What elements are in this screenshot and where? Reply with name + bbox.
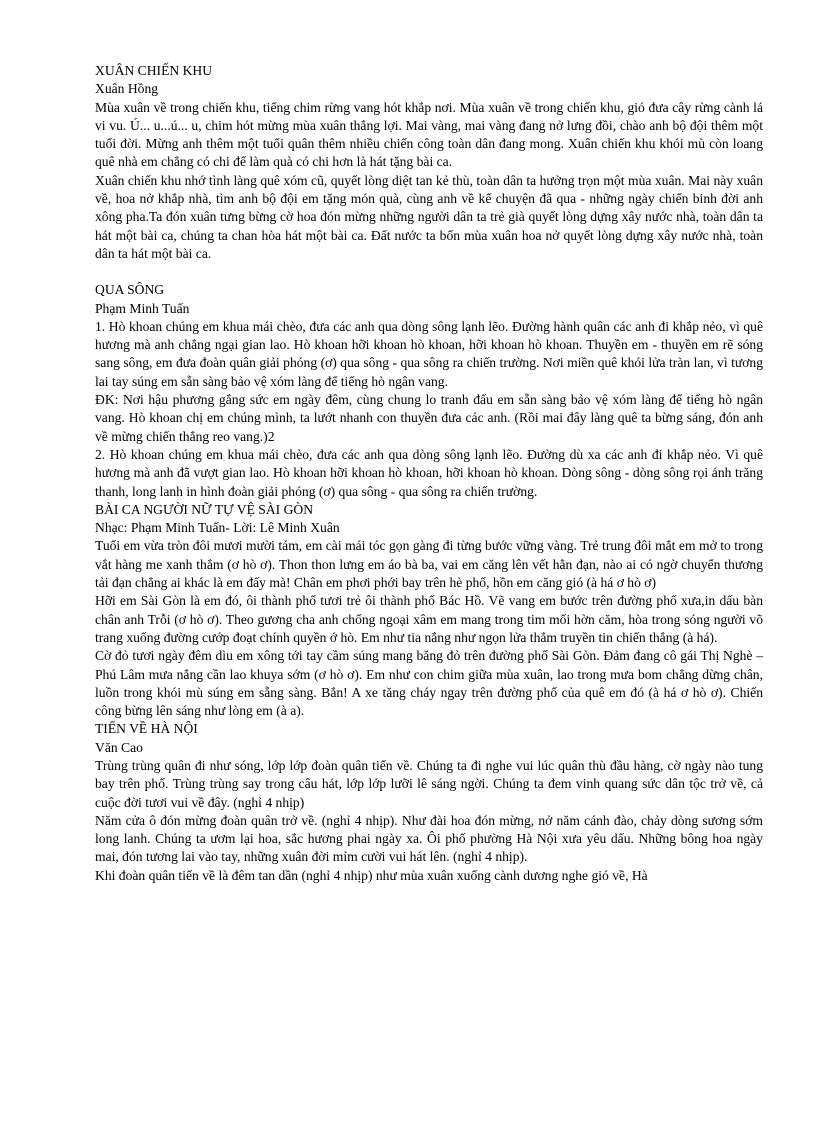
lyrics-paragraph: 1. Hò khoan chúng em khua mái chèo, đưa các anh qua dòng sông lạnh lẽo. Đường hành quân các anh đi khắp nẻo, vì quê hương mà anh chẳng ngại gian lao. Hò khoan hỡi khoan hò khoan, hỡi khoan hò khoan. Thuyền em - thuyền em rẽ sóng sang sông, em đưa đoàn quân giải phóng (ơ) qua sông - qua sông ra chiến trường. Nơi miền quê khói lửa tràn lan, vì tương lai tay súng em sẵn sàng bảo vệ xóm làng để tiếng hò ngân vang. xyxy=(95,318,763,389)
song-section xyxy=(95,281,763,501)
song-author: Xuân Hồng xyxy=(95,81,159,97)
song-title: BÀI CA NGƯỜI NỮ TỰ VỆ SÀI GÒN xyxy=(95,501,314,517)
lyrics-paragraph: Năm cửa ô đón mừng đoàn quân trở về. (nghỉ 4 nhịp). Như đài hoa đón mừng, nở năm cánh đào, chảy dòng sương sớm long lanh. Chúng ta ươm lại hoa, sắc hương phai ngày xa. Ôi phố phường Hà Nội xưa yêu dấu. Những bông hoa ngày mai, đón tương lai vào tay, những xuân đời mỉm cười vui hát lên. (nghỉ 4 nhịp). xyxy=(95,812,763,865)
lyrics-paragraph: Khi đoàn quân tiến về là đêm tan dần (nghỉ 4 nhịp) như mùa xuân xuống cành dương nghe gió về, Hà xyxy=(95,867,648,883)
song-author: Nhạc: Phạm Minh Tuấn- Lời: Lê Minh Xuân xyxy=(95,520,340,536)
lyrics-chorus: ĐK: Nơi hậu phương gắng sức em ngày đêm, cùng chung lo tranh đấu em sẵn sàng bảo vệ xóm làng để tiếng hò ngân vang. Hò khoan chị em chúng mình, ta lướt nhanh con thuyền đưa các anh. (Rồi mai đây làng quê ta bừng sáng, đón anh về mừng chiến thắng reo vang.)2 xyxy=(95,392,763,444)
song-title: XUÂN CHIẾN KHU xyxy=(95,63,213,78)
song-section xyxy=(95,501,763,721)
song-title: QUA SÔNG xyxy=(95,282,165,298)
lyrics-paragraph: Xuân chiến khu nhớ tình làng quê xóm cũ, quyết lòng diệt tan kẻ thù, toàn dân ta hưởng trọn một mùa xuân. Mai này xuân về, hoa nở khắp nhà, tìm anh bộ đội em tặng món quà, cùng anh về kể chuyện đã qua - những ngày chiến binh đời anh xông pha.Ta đón xuân tưng bừng cờ hoa đón mừng những người dân ta trẻ già quyết lòng dựng xây nước nhà, toàn dân ta hát một bài ca, chúng ta chan hòa hát một bài ca. Đất nước ta bốn mùa xuân hoa nở quyết lòng dựng xây nước nhà, toàn dân ta hát một bài ca. xyxy=(95,172,763,261)
lyrics-paragraph: Cờ đỏ tươi ngày đêm dìu em xông tới tay cầm súng mang băng đỏ trên đường phố Sài Gòn. Đảm đang cô gái Thị Nghè – Phú Lâm mưa nắng cần lao khuya sớm (ơ hò ơ). Em như con chim giữa mùa xuân, lao trong mưa bom chẳng dừng chân, luồn trong khói mù súng em sẵng sàng. Bắn! A xe tăng cháy ngay trên đường phố của quê em đó (à há ơ hò ơ). Chiến công bừng lên sáng như lòng em (à a). xyxy=(95,648,763,719)
lyrics-paragraph: 2. Hò khoan chúng em khua mái chèo, đưa các anh qua dòng sông lạnh lẽo. Đường dù xa các anh đi khắp nẻo. Vì quê hương mà anh đã vượt gian lao. Hò khoan hỡi khoan hò khoan, hỡi khoan hò khoan. Dòng sông - dòng sông rọi ánh trăng thanh, long lanh in hình đoàn giải phóng (ơ) qua sông - qua sông ra chiến trường. xyxy=(95,446,763,499)
document-page xyxy=(95,62,763,885)
song-author: Văn Cao xyxy=(95,739,143,755)
lyrics-paragraph: Tuổi em vừa tròn đôi mươi mười tám, em cài mái tóc gọn gàng đi từng bước vững vàng. Trẻ trung đôi mắt em mở to trong vắt hàng me xanh thắm (ơ hò ơ). Thon thon lưng em áo bà ba, vai em căng lên vết hằn đạn, nào ai có ngờ chuyển thương tải đạn chẳng ai khác là em đấy mà! Chân em phơi phới bay trên hè phố, hồn em căng gió (à há ơ hò ơ) xyxy=(95,538,763,591)
song-section xyxy=(95,62,763,263)
song-title: TIẾN VỀ HÀ NỘI xyxy=(95,721,198,737)
song-section xyxy=(95,720,763,885)
lyrics-paragraph: Mùa xuân về trong chiến khu, tiếng chim rừng vang hót khắp nơi. Mùa xuân về trong chiến khu, gió đưa cây rừng cành lá vi vu. Ú... u...ú... u, chim hót mừng mùa xuân thắng lợi. Mai vàng, mai vàng đang nở lưng đồi, chào anh bộ đội thêm một tuổi đời. Mừng anh thêm một tuổi quân thêm nhiều chiến công toàn dân đang mong. Xuân chiến khu khói mù còn loang quê nhà em chẳng có chi để làm quà có chi hơn là hát tặng bài ca. xyxy=(95,99,763,170)
lyrics-paragraph: Hỡi em Sài Gòn là em đó, ôi thành phố tươi trẻ ôi thành phố Bác Hồ. Vẽ vang em bước trên đường phố xưa,in dấu bàn chân anh Trỗi (ơ hò ơ). Theo gương cha anh chống ngoại xâm em mang trong tim mối hờn căm, hòa trong sóng người võ trang xuống đường cướp đoạt chính quyền ớ hò. Em như tia nắng như ngọn lửa thắm truyền tin chiến thắng (à há). xyxy=(95,593,763,645)
song-author: Phạm Minh Tuấn xyxy=(95,300,190,316)
lyrics-paragraph: Trùng trùng quân đi như sóng, lớp lớp đoàn quân tiến về. Chúng ta đi nghe vui lúc quân thù đầu hàng, cờ ngày nào tung bay trên phố. Trùng trùng say trong câu hát, lớp lớp lưỡi lê sáng ngời. Chúng ta đem vinh quang sức dân tộc trở về, cả cuộc đời tươi vui về đây. (nghỉ 4 nhịp) xyxy=(95,757,763,810)
